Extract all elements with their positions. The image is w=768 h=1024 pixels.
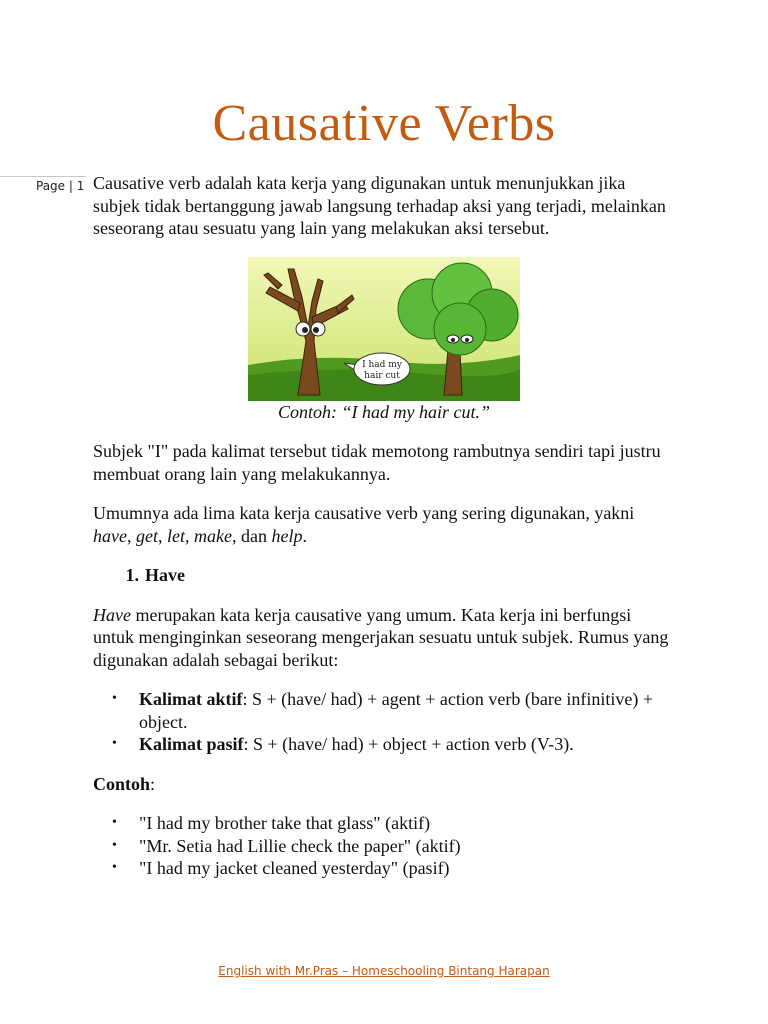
bullet-icon: •: [112, 860, 117, 875]
example-list: [93, 812, 675, 880]
bullet-icon: •: [112, 815, 117, 830]
example-item: • "Mr. Setia had Lillie check the paper" (aktif): [112, 835, 461, 856]
verb-let: let: [166, 525, 185, 546]
verb-have: have: [93, 525, 127, 546]
verb-make: make: [193, 525, 232, 546]
have-description-paragraph: Have merupakan kata kerja causative yang umum. Kata kerja ini berfungsi untuk menginginkan seseorang mengerjakan sesuatu untuk subjek. Rumus yang digunakan adalah sebagai berikut:: [93, 604, 669, 670]
bullet-icon: •: [112, 736, 117, 751]
speech-bubble-line-2: hair cut: [364, 370, 400, 381]
example-item: • "I had my jacket cleaned yesterday" (pasif): [112, 858, 450, 878]
figure-caption: Contoh: “I had my hair cut.”: [277, 401, 490, 422]
verb-help: help: [271, 525, 303, 546]
page-number: Page | 1: [36, 179, 85, 193]
formula-list: [93, 688, 675, 756]
formula-item-active: • Kalimat aktif: S + (have/ had) + agent + action verb (bare infinitive) + object.: [112, 689, 653, 732]
bullet-icon: •: [112, 691, 117, 706]
verb-get: get: [135, 525, 158, 546]
tree-cartoon-illustration: [248, 257, 520, 401]
formula-item-passive: • Kalimat pasif: S + (have/ had) + object + action verb (V-3).: [112, 734, 574, 754]
five-verbs-paragraph: Umumnya ada lima kata kerja causative verb yang sering digunakan, yakni have, get, let, make, dan help.: [93, 503, 635, 546]
bullet-icon: •: [112, 837, 117, 853]
explanation-paragraph: Subjek "I" pada kalimat tersebut tidak memotong rambutnya sendiri tapi justru membuat orang lain yang melakukannya.: [93, 441, 661, 484]
examples-label: Contoh:: [93, 773, 156, 794]
document-body: [93, 172, 675, 897]
example-item: • "I had my brother take that glass" (aktif): [112, 813, 431, 833]
section-number: 1.: [125, 565, 139, 585]
page-rule: [0, 176, 86, 177]
section-heading-have: [93, 564, 675, 587]
section-title: Have: [145, 565, 185, 585]
footer-link[interactable]: English with Mr.Pras – Homeschooling Bintang Harapan: [218, 964, 550, 978]
page-title: Causative Verbs: [212, 95, 556, 152]
intro-paragraph: Causative verb adalah kata kerja yang digunakan untuk menunjukkan jika subjek tidak bertanggung jawab langsung terhadap aksi yang terjadi, melainkan seseorang atau sesuatu yang lain yang melakukan aksi tersebut.: [93, 173, 666, 238]
speech-bubble-line-1: I had my: [362, 359, 402, 370]
